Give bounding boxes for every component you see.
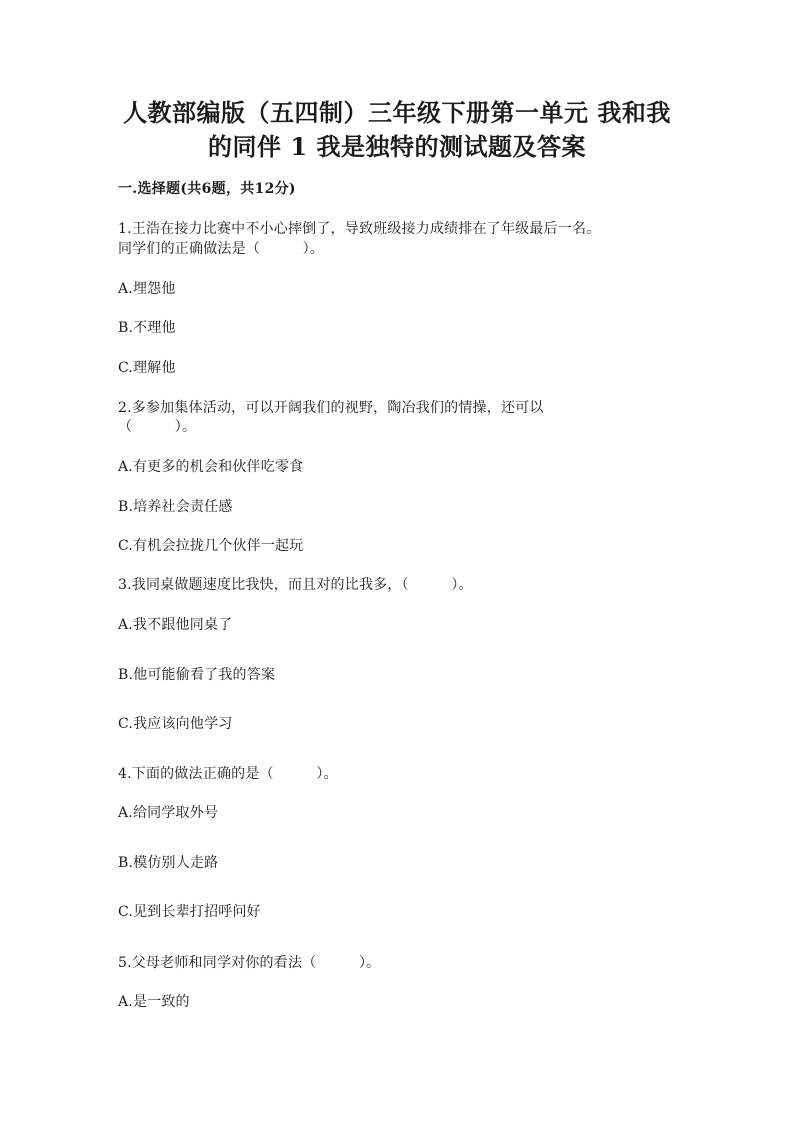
question-1-stem-line-1: 1.王浩在接力比赛中不小心摔倒了，导致班级接力成绩排在了年级最后一名。 (118, 221, 601, 237)
question-4-option-b: B.模仿别人走路 (118, 855, 219, 871)
question-2-option-c: C.有机会拉拢几个伙伴一起玩 (118, 538, 304, 554)
question-4-option-c: C.见到长辈打招呼问好 (118, 904, 261, 920)
question-4-stem: 4.下面的做法正确的是（ ）。 (118, 766, 338, 782)
section-heading: 一.选择题(共6题，共12分) (118, 181, 296, 197)
question-5-stem: 5.父母老师和同学对你的看法（ ）。 (118, 955, 381, 971)
question-1-option-a: A.埋怨他 (118, 281, 176, 297)
question-3-option-b: B.他可能偷看了我的答案 (118, 667, 276, 683)
question-1-stem-line-2: 同学们的正确做法是（ ）。 (118, 241, 324, 257)
question-3-option-c: C.我应该向他学习 (118, 716, 233, 732)
question-2-stem-line-2: （ ）。 (118, 419, 197, 435)
question-5-option-a: A.是一致的 (118, 994, 190, 1010)
question-3-stem: 3.我同桌做题速度比我快，而且对的比我多，（ ）。 (118, 577, 473, 593)
document-title-line-1: 人教部编版（五四制）三年级下册第一单元 我和我 (123, 98, 671, 127)
question-1-option-c: C.理解他 (118, 360, 176, 376)
question-2-option-b: B.培养社会责任感 (118, 499, 233, 515)
question-2-stem-line-1: 2.多参加集体活动，可以开阔我们的视野，陶冶我们的情操，还可以 (118, 400, 544, 416)
question-2-option-a: A.有更多的机会和伙伴吃零食 (118, 459, 304, 475)
question-4-option-a: A.给同学取外号 (118, 805, 219, 821)
question-3-option-a: A.我不跟他同桌了 (118, 617, 233, 633)
document-title-line-2: 的同伴 1 我是独特的测试题及答案 (208, 132, 586, 161)
question-1-option-b: B.不理他 (118, 320, 176, 336)
